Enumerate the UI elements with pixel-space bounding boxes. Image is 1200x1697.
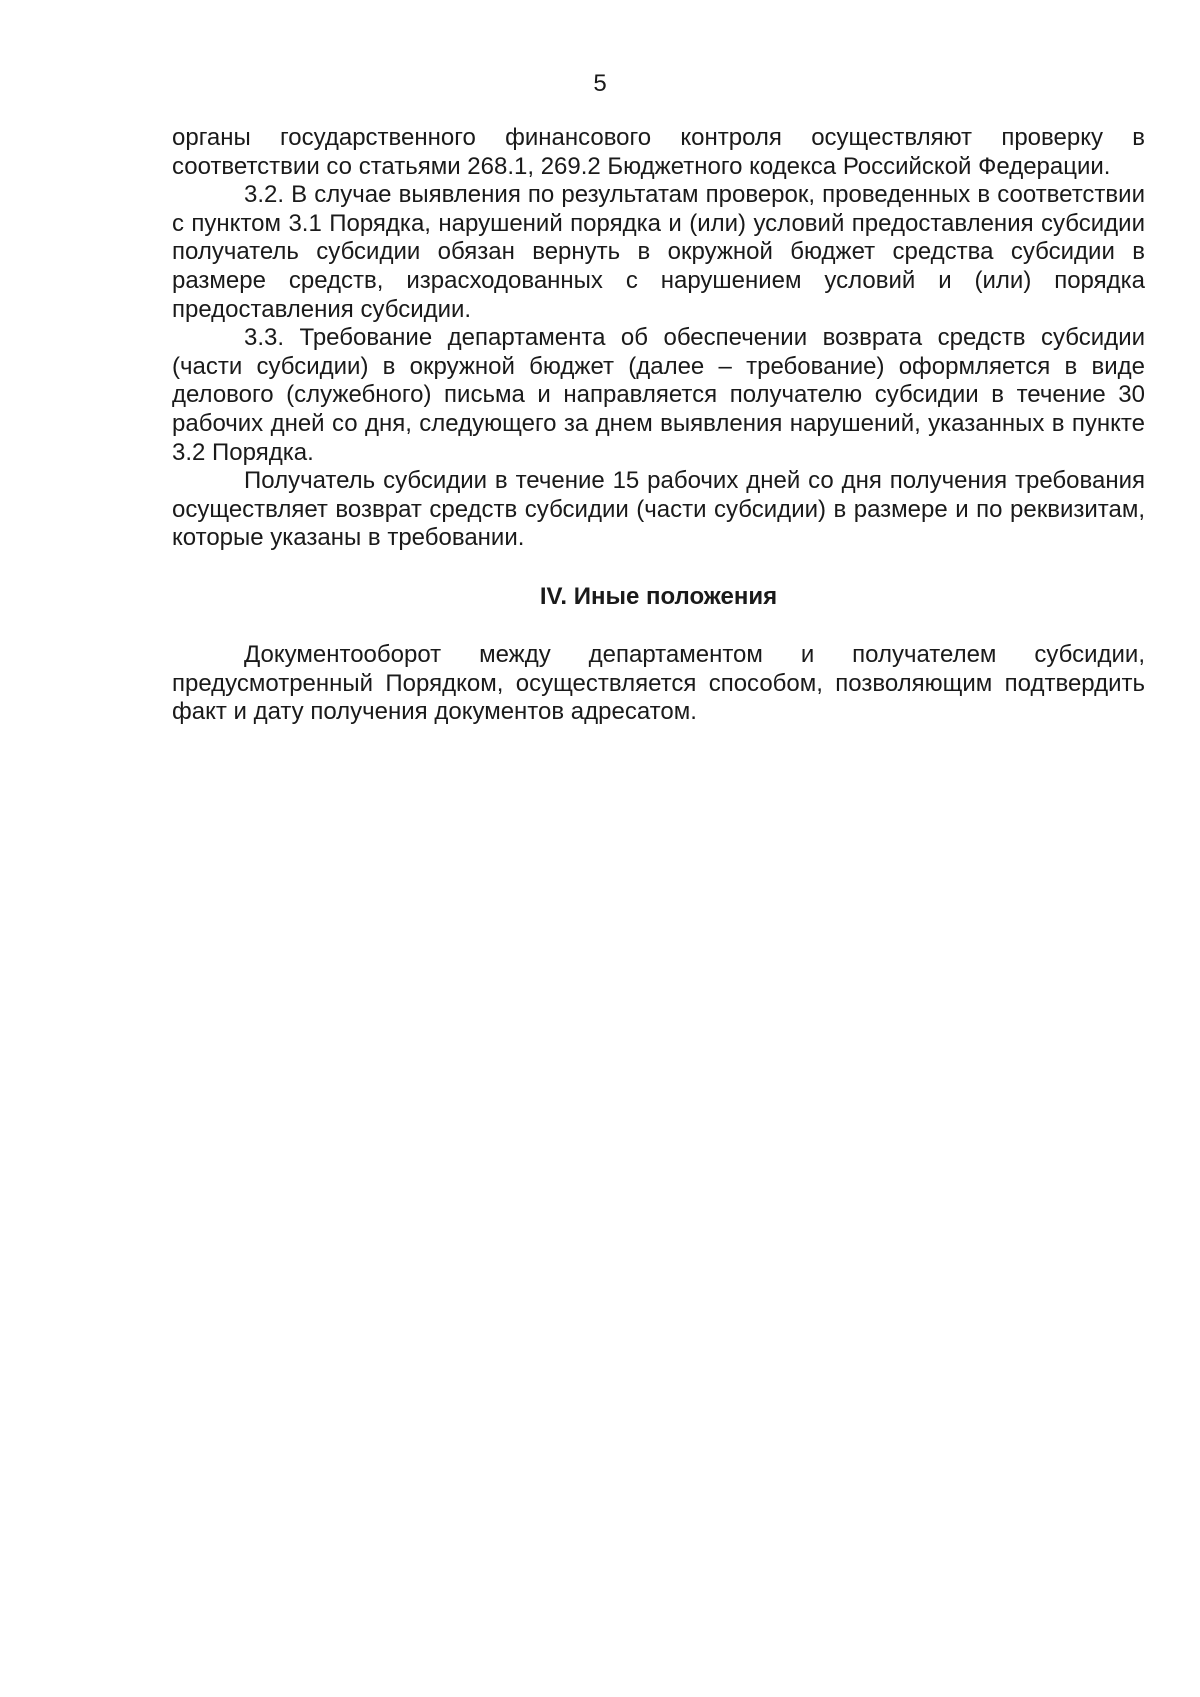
paragraph-3-3: 3.3. Требование департамента об обеспечении возврата средств субсидии (части субсидии) в окружной бюджет (далее – требование) оформляется в виде делового (служебного) письма и направляется получателю субсидии в течение 30 рабочих дней со дня, следующего за днем выявления нарушений, указанных в пункте 3.2 Порядка.	[172, 324, 1145, 466]
paragraph-refund-terms: Получатель субсидии в течение 15 рабочих дней со дня получения требования осуществляет возврат средств субсидии (части субсидии) в размере и по реквизитам, которые указаны в требовании.	[172, 467, 1145, 552]
paragraph-3-2: 3.2. В случае выявления по результатам проверок, проведенных в соответствии с пунктом 3.1 Порядка, нарушений порядка и (или) условий предоставления субсидии получатель субсидии обязан вернуть в окружной бюджет средства субсидии в размере средств, израсходованных с нарушением условий и (или) порядка предоставления субсидии.	[172, 181, 1145, 323]
section-heading-iv: IV. Иные положения	[539, 582, 778, 610]
document-body	[172, 124, 1145, 727]
page-number: 5	[593, 70, 607, 97]
paragraph-document-flow: Документооборот между департаментом и получателем субсидии, предусмотренный Порядком, осуществляется способом, позволяющим подтвердить факт и дату получения документов адресатом.	[172, 640, 1145, 726]
paragraph-continuation: органы государственного финансового контроля осуществляют проверку в соответствии со статьями 268.1, 269.2 Бюджетного кодекса Российской Федерации.	[172, 124, 1145, 180]
